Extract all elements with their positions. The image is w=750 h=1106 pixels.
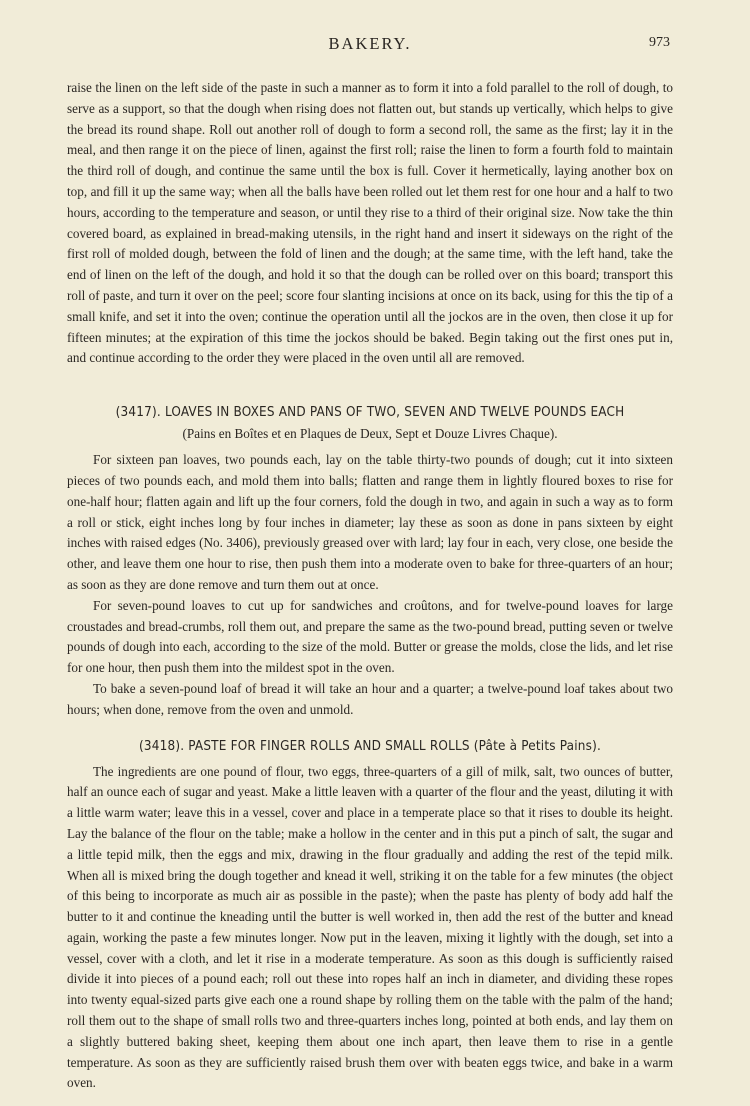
section-3417-paragraph: For sixteen pan loaves, two pounds each, lay on the table thirty-two pounds of dough; cut it into sixteen pieces of two pounds each, and mold them into balls; flatten and range them in lightly floured boxes to rise for one-half hour; flatten again and lift up the four corners, fold the dough in two, and again in such a way as to form a roll or stick, eight inches long by four inches in diameter; lay these as soon as done in pans sixteen by eight inches with raised edges (No. 3406), previously greased over with lard; lay four in each, very close, one beside the other, and leave them one hour to rise, then push them into a moderate oven to bake for three-quarters of an hour; as soon as they are done remove and turn them out at once. bbox=[67, 452, 673, 592]
section-3418-title: (3418). PASTE FOR FINGER ROLLS AND SMALL ROLLS (Pâte à Petits Pains). bbox=[138, 738, 602, 754]
page-body bbox=[67, 78, 673, 1094]
section-3417-subtitle: (Pains en Boîtes et en Plaques de Deux, Sept et Douze Livres Chaque). bbox=[182, 426, 558, 442]
spacer bbox=[67, 369, 673, 403]
page-number: 973 bbox=[649, 35, 670, 50]
spacer bbox=[67, 721, 673, 737]
page-header bbox=[0, 34, 750, 54]
section-3418-paragraph: The ingredients are one pound of flour, two eggs, three-quarters of a gill of milk, salt, two ounces of butter, half an ounce each of sugar and yeast. Make a little leaven with a quarter of the flour and the yeast, diluting it with a little warm water; leave this in a vessel, cover and place in a temperate place so that it rises to double its height. Lay the balance of the flour on the table; make a hollow in the center and in this put a pinch of salt, the sugar and a little tepid milk, then the eggs and mix, drawing in the flour gradually and adding the rest of the tepid milk. When all is mixed bring the dough together and knead it well, striking it on the table for a few minutes (the object of this being to incorporate as much air as possible in the paste); when the paste has plenty of body add half the butter to it and continue the kneading until the butter is well worked in, then add the rest of the butter and knead again, working the paste a few minutes longer. Now put in the leaven, mixing it lightly with the dough, set into a vessel, cover with a cloth, and let it rise in a moderate temperature. As soon as this dough is sufficiently raised divide it into pieces of a pound each; roll out these into ropes half an inch in diameter, and dividing these ropes into twenty equal-sized parts give each one a round shape by rolling them on the table with the palm of the hand; roll them out to the shape of small rolls two and three-quarters inches long, pointed at both ends, and lay them on a slightly buttered baking sheet, keeping them about one inch apart, then leave them to rise in a gentle temperature. As soon as they are sufficiently raised brush them over with beaten eggs twice, and bake in a warm oven. bbox=[67, 763, 673, 1091]
section-3417-title: (3417). LOAVES IN BOXES AND PANS OF TWO, SEVEN AND TWELVE POUNDS EACH bbox=[115, 405, 625, 421]
intro-paragraph: raise the linen on the left side of the paste in such a manner as to form it into a fold parallel to the roll of dough, to serve as a support, so that the dough when rising does not flatten out, but stands up vertically, which helps to give the bread its round shape. Roll out another roll of dough to form a second roll, the same as the first; lay it in the meal, and then range it on the piece of linen, against the first roll; raise the linen to form a fourth fold to maintain the third roll of dough, and continue the same until the box is full. Cover it hermetically, laying another box on top, and fill it up the same way; when all the balls have been rolled out let them rest for one hour and a half to two hours, according to the temperature and season, or until they rise to a third of their original size. Now take the thin covered board, as explained in bread-making utensils, in the right hand and insert it sideways on the right of the first roll of molded dough, between the fold of linen and the dough; at the same time, with the left hand, take the end of linen on the left of the dough, and hold it so that the dough can be rolled over on this board; transport this roll of paste, and turn it over on the peel; score four slanting incisions at once on its back, using for this the tip of a small knife, and set it into the oven; continue the operation until all the jockos are in the oven, then close it up for fifteen minutes; at the expiration of this time the jockos should be baked. Begin taking out the first ones put in, and continue according to the order they were placed in the oven until all are removed. bbox=[67, 80, 673, 366]
running-head: BAKERY. bbox=[328, 34, 412, 53]
section-3417-paragraph: To bake a seven-pound loaf of bread it will take an hour and a quarter; a twelve-pound loaf takes about two hours; when done, remove from the oven and unmold. bbox=[67, 680, 673, 717]
section-3417-paragraph: For seven-pound loaves to cut up for sandwiches and croûtons, and for twelve-pound loaves for large croustades and bread-crumbs, roll them out, and prepare the same as the two-pound bread, putting seven or twelve pounds of dough into each, according to the size of the mold. Butter or grease the molds, close the lids, and let rise for one hour, then push them into the mildest spot in the oven. bbox=[67, 597, 673, 676]
